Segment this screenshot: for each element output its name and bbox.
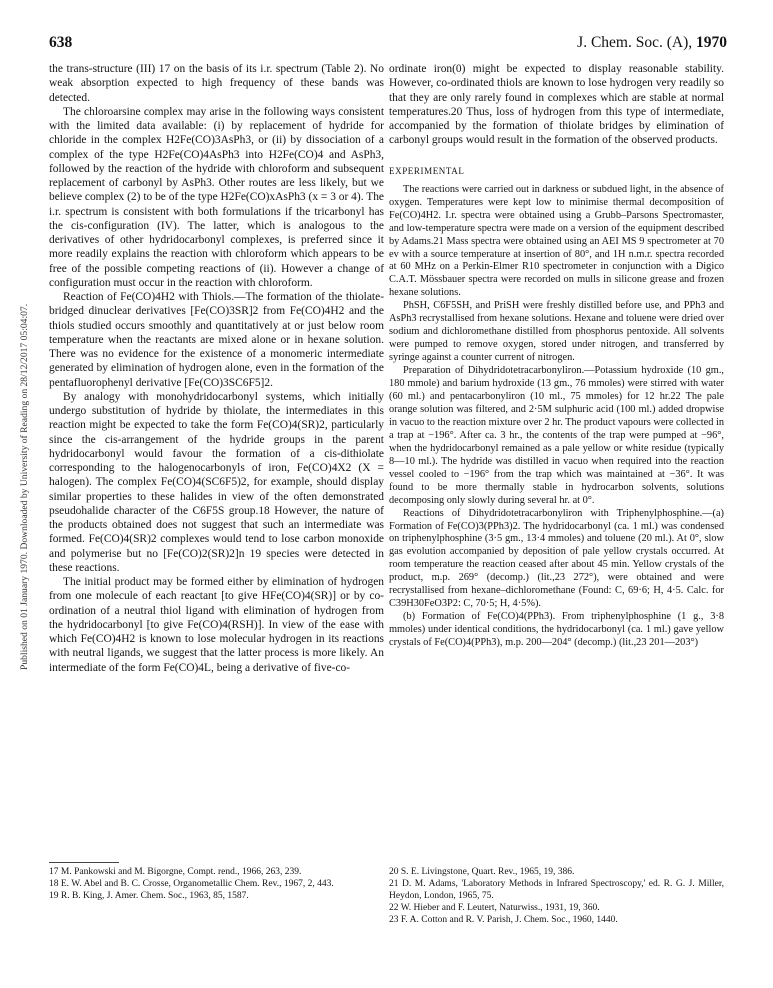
footnote: 22 W. Hieber and F. Leutert, Naturwiss., 1931, 19, 360. — [389, 903, 600, 914]
paragraph: (b) Formation of Fe(CO)4(PPh3). From triphenylphosphine (1 g., 3·8 mmoles) under identical conditions, the hydridocarbonyl (ca. 1 ml.) gave yellow crystals of Fe(CO)4(PPh3), m.p. 200—204° (decomp.) (lit.,23 201—203°) — [389, 611, 724, 649]
page-number: 638 — [49, 34, 73, 51]
footnote: 21 D. M. Adams, 'Laboratory Methods in Infrared Spectroscopy,' ed. R. G. J. Miller, Heydon, London, 1965, 75. — [389, 879, 724, 901]
experimental-section — [389, 184, 724, 650]
journal-year: 1970 — [696, 34, 727, 51]
footnotes-right — [389, 856, 724, 928]
footnote: 20 S. E. Livingstone, Quart. Rev., 1965, 19, 386. — [389, 867, 575, 877]
download-notice-text: Published on 01 January 1970. Downloaded by University of Reading on 28/12/2017 05:04:07. — [19, 303, 30, 670]
right-column — [389, 62, 724, 650]
paragraph: PhSH, C6F5SH, and PriSH were freshly distilled before use, and PPh3 and AsPh3 recrystallised from hexane solutions. Hexane and toluene were dried over sodium and dichloromethane distilled from phosphorus pentoxide. All solvents were pumped to remove oxygen, stored under nitrogen, and transferred by syringe against a counter current of nitrogen. — [389, 300, 724, 364]
page-header — [49, 34, 727, 54]
left-column — [49, 62, 384, 675]
footnote: 23 F. A. Cotton and R. V. Parish, J. Chem. Soc., 1960, 1440. — [389, 915, 618, 926]
paragraph: ordinate iron(0) might be expected to display reasonable stability. However, co-ordinated thiols are known to lose hydrogen very readily so that they are only rarely found in complexes which are stable at normal temperatures.20 Thus, loss of hydrogen from this type of intermediate, accompanied by the formation of thiolate bridges by elimination of carbonyl groups would result in the formation of the observed products. — [389, 63, 724, 147]
paragraph: Preparation of Dihydridotetracarbonyliron.—Potassium hydroxide (10 gm., 180 mmole) and barium hydroxide (13 gm., 76 mmoles) were stirred with water (60 ml.) and pentacarbonyliron (10 ml., 75 mmoles) for 12 hr.22 The pale orange solution was filtered, and 2·5M sulphuric acid (100 ml.) added dropwise in vacuo to the reaction mixture over 2 hr. The product vapours were collected in a trap at −196°. After ca. 3 hr., the contents of the trap were pumped at −96°, when the hydridocarbonyl remained as a pale yellow or white residue (typically 8—10 ml.). The hydride was distilled in vacuo when required into the reaction vessel cooled to −196° from the trap which was maintained at −36°. It was found to be more thermally stable in hydrocarbon solvents, solutions decomposing only slowly during several hr. at 0°. — [389, 365, 725, 506]
paragraph: Reaction of Fe(CO)4H2 with Thiols.—The formation of the thiolate-bridged dinuclear derivatives [Fe(CO)3SR]2 from Fe(CO)4H2 and the thiols studied occurs smoothly and quantitatively at or just below room temperature when the reactants are mixed alone or in hexane solution. There was no evidence for the existence of a monomeric intermediate generated by elimination of hydrogen alone, even in the formation of the pentafluorophenyl derivative [Fe(CO)3SC6F5]2. — [49, 291, 384, 389]
paragraph: the trans-structure (III) 17 on the basis of its i.r. spectrum (Table 2). No weak absorption expected to high frequency of these bands was detected. — [49, 63, 384, 104]
paragraph: The reactions were carried out in darkness or subdued light, in the absence of oxygen. Temperatures were kept low to minimise thermal decomposition of Fe(CO)4H2. I.r. spectra were obtained using a Grubb–Parsons Spectromaster, and low-temperature spectra were made on a version of the equipment described by Adams.21 Mass spectra were obtained using an AEI MS 9 spectrometer at 70 ev with a source temperature at insertion of 80°, and 1H n.m.r. spectra recorded at 60 MHz on a Perkin-Elmer R10 spectrometer in conjunction with a Digico C.A.T. Mössbauer spectra were recorded on mulls in silicone grease and frozen hexane solutions. — [389, 183, 724, 299]
journal-title — [577, 34, 727, 52]
paragraph: By analogy with monohydridocarbonyl systems, which initially undergo substitution of hydride by thiolate, the intermediates in this reaction might be expected to take the form Fe(CO)4(SR)2, particularly since the cis-arrangement of the hydride groups in the parent hydridocarbonyl would favour the formation of a cis-dithiolate corresponding to the halogenocarbonyls of iron, Fe(CO)4X2 (X = halogen). The complex Fe(CO)4(SC6F5)2, for example, should display similar properties to these halides in view of the often demonstrated pseudohalide character of the C6F5S group.18 However, the nature of the products obtained does not suggest that such an intermediate was formed. Fe(CO)4(SR)2 complexes would tend to lose carbon monoxide and polymerise but no [Fe(CO)2(SR)2]n 19 species were detected in these reactions. — [49, 390, 384, 574]
paragraph: The initial product may be formed either by elimination of hydrogen from one molecule of each reactant [to give HFe(CO)4(SR)] or by co-ordination of a neutral thiol ligand with elimination of hydrogen from the hydridocarbonyl [to give Fe(CO)4(RSH)]. In view of the ease with which Fe(CO)4H2 is known to lose molecular hydrogen in its reactions with neutral ligands, we suggest that the latter process is more likely. An intermediate of the form Fe(CO)4L, being a derivative of five-co- — [49, 576, 384, 674]
paragraph: Reactions of Dihydridotetracarbonyliron with Triphenylphosphine.—(a) Formation of Fe(CO)3(PPh3)2. The hydridocarbonyl (ca. 1 ml.) was condensed on triphenylphosphine (3·5 gm., 13·4 mmoles) and toluene (20 ml.). At 0°, slow gas evolution accompanied by deposition of pale yellow crystals occurred. At room temperature the reaction ceased after about 45 min. Yellow crystals of the product, m.p. 269° (decomp.) (lit.,23 272°), were obtained and were recrystallised from hexane–dichloromethane (Found: C, 69·6; H, 4·5. Calc. for C39H30FeO3P2: C, 70·5; H, 4·5%). — [389, 507, 724, 610]
footnote: 17 M. Pankowski and M. Bigorgne, Compt. rend., 1966, 263, 239. — [49, 867, 302, 877]
paragraph: The chloroarsine complex may arise in the following ways consistent with the limited data available: (i) by replacement of hydride for chloride in the complex H2Fe(CO)3AsPh3, or (ii) by dissociation of a complex of the type H2Fe(CO)4AsPh3 into H2Fe(CO)4 and AsPh3, followed by the reaction of the hydride with chloroform and subsequent replacement of carbonyl by AsPh3. Other routes are less likely, but we believe complex (2) to be of the type H2Fe(CO)xAsPh3 (x = 3 or 4). The i.r. spectrum is consistent with both formulations if the tricarbonyl has the cis-configuration (IV). The latter, which is analogous to the derivatives of other hydridocarbonyl complexes, is preferred since it more readily explains the reaction with chloroform which appears to be free of the possible competing reactions of (ii). However a change of configuration must occur in the reaction with chloroform. — [49, 105, 384, 289]
footnote-rule — [49, 862, 119, 863]
journal-name: J. Chem. Soc. (A), — [577, 34, 693, 51]
download-notice-sidebar — [6, 150, 30, 670]
section-heading: EXPERIMENTAL — [389, 165, 465, 176]
footnotes-left — [49, 856, 384, 904]
footnote: 18 E. W. Abel and B. C. Crosse, Organometallic Chem. Rev., 1967, 2, 443. — [49, 879, 334, 890]
footnote: 19 R. B. King, J. Amer. Chem. Soc., 1963, 85, 1587. — [49, 891, 249, 902]
